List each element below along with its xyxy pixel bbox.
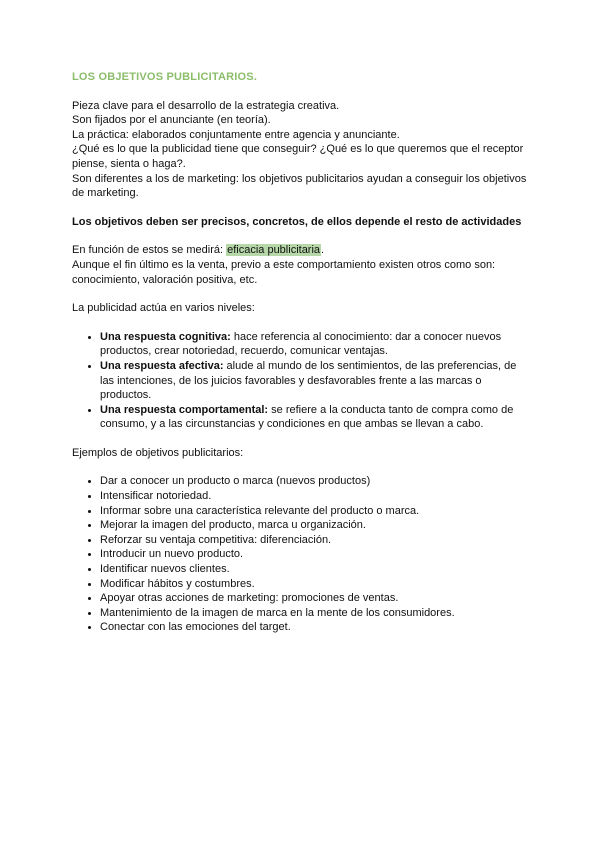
level-item: [100, 359, 532, 403]
level-label: Una respuesta comportamental:: [100, 403, 269, 416]
key-statement: Los objetivos deben ser precisos, concretos, de ellos depende el resto de actividades: [72, 215, 522, 228]
measure-line-2: Aunque el fin último es la venta, previo a este comportamiento existen otros como son: conocimiento, valoración positiva, etc.: [72, 258, 496, 286]
intro-line: Son diferentes a los de marketing: los objetivos publicitarios ayudan a conseguir los objetivos de marketing.: [72, 172, 527, 200]
levels-intro: La publicidad actúa en varios niveles:: [72, 302, 255, 315]
intro-line: ¿Qué es lo que la publicidad tiene que conseguir? ¿Qué es lo que queremos que el receptor piense, sienta o haga?.: [72, 143, 524, 170]
level-item: [100, 403, 532, 432]
level-text: alude al mundo de los sentimientos, de las preferencias, de las intenciones, de los juicios favorables y desfavorables frente a las marcas o productos.: [100, 359, 517, 402]
example-item: • Intensificar notoriedad.: [100, 489, 532, 504]
measure-suffix: .: [321, 244, 325, 257]
document-page: [72, 70, 532, 649]
example-item: • Mejorar la imagen del producto, marca u organización.: [100, 518, 532, 533]
example-item: • Mantenimiento de la imagen de marca en la mente de los consumidores.: [100, 606, 532, 621]
measure-paragraph: [72, 243, 532, 287]
intro-line: Son fijados por el anunciante (en teoría).: [72, 114, 271, 127]
highlighted-term: eficacia publicitaria: [227, 244, 321, 257]
example-item: • Identificar nuevos clientes.: [100, 562, 532, 577]
measure-prefix: En función de estos se medirá:: [72, 244, 227, 257]
intro-line: La práctica: elaborados conjuntamente entre agencia y anunciante.: [72, 128, 400, 141]
intro-line: Pieza clave para el desarrollo de la estrategia creativa.: [72, 99, 340, 112]
level-text: se refiere a la conducta tanto de compra como de consumo, y a las circunstancias y condiciones en que ambas se llevan a cabo.: [100, 403, 514, 431]
examples-intro: Ejemplos de objetivos publicitarios:: [72, 446, 244, 459]
intro-paragraph: [72, 99, 532, 201]
example-item: • Reforzar su ventaja competitiva: diferenciación.: [100, 533, 532, 548]
level-item: [100, 330, 532, 359]
measure-line: [72, 243, 532, 258]
level-label: Una respuesta cognitiva:: [100, 330, 231, 343]
levels-list: [72, 330, 532, 432]
level-text: hace referencia al conocimiento: dar a conocer nuevos productos, crear notoriedad, recuerdo, comunicar ventajas.: [100, 330, 502, 358]
example-item: • Informar sobre una característica relevante del producto o marca.: [100, 504, 532, 519]
example-item: • Modificar hábitos y costumbres.: [100, 577, 532, 592]
examples-list: [72, 474, 532, 635]
document-title: LOS OBJETIVOS PUBLICITARIOS.: [72, 71, 258, 83]
example-item: • Conectar con las emociones del target.: [100, 620, 532, 635]
example-item: • Introducir un nuevo producto.: [100, 547, 532, 562]
example-item: • Apoyar otras acciones de marketing: promociones de ventas.: [100, 591, 532, 606]
example-item: • Dar a conocer un producto o marca (nuevos productos): [100, 474, 532, 489]
level-label: Una respuesta afectiva:: [100, 359, 224, 372]
